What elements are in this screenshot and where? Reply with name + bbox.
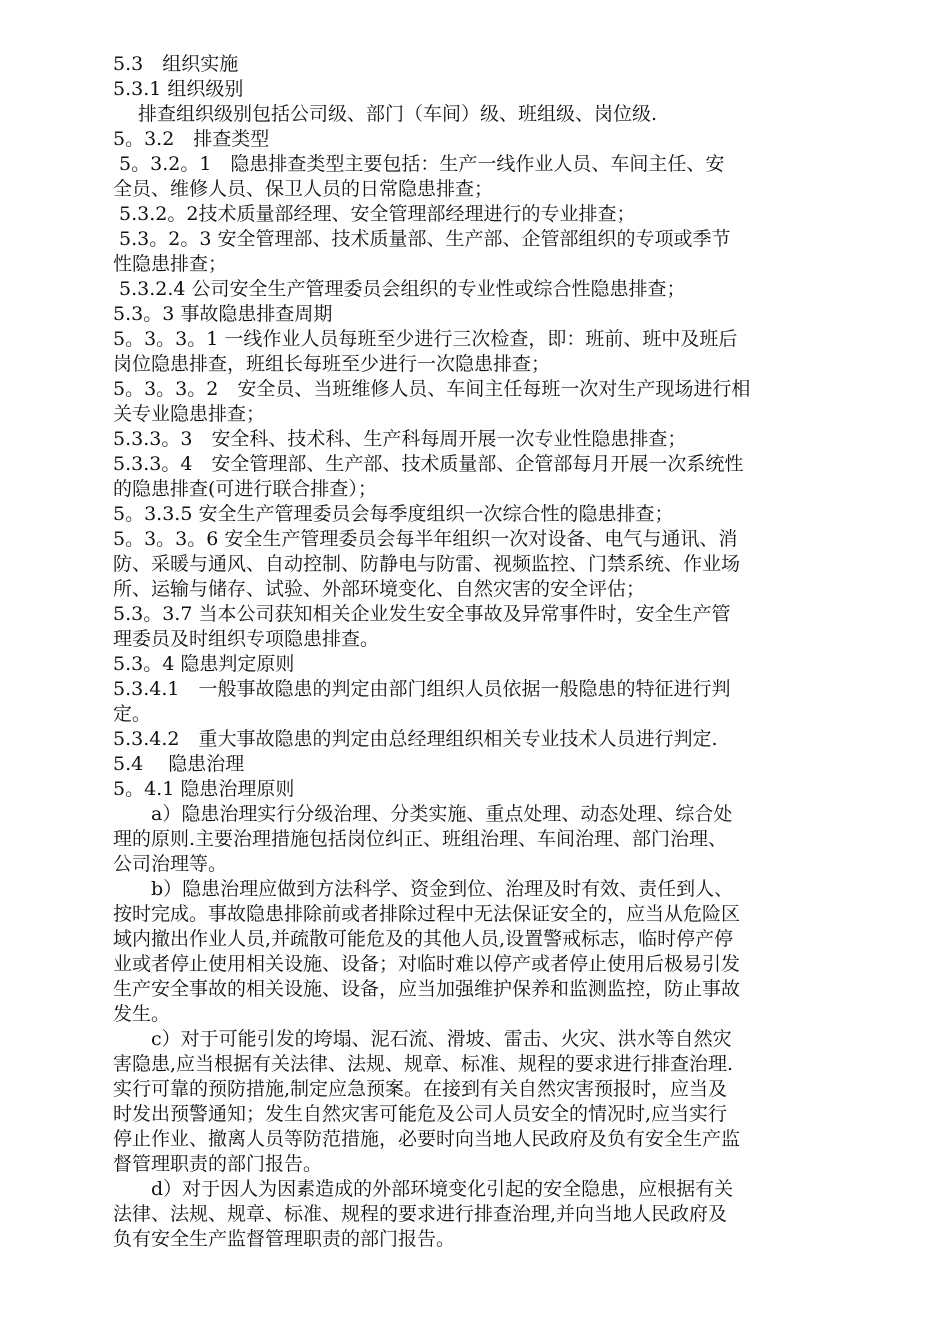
text-line: 5.3.4.2 重大事故隐患的判定由总经理组织相关专业技术人员进行判定. <box>113 728 718 750</box>
text-line: 5.3。2。3 安全管理部、技术质量部、生产部、企管部组织的专项或季节 <box>113 228 731 250</box>
text-line: 实行可靠的预防措施,制定应急预案。在接到有关自然灾害预报时，应当及 <box>113 1078 728 1100</box>
text-line: 岗位隐患排查，班组长每班至少进行一次隐患排查； <box>113 353 551 375</box>
text-line: 按时完成。事故隐患排除前或者排除过程中无法保证安全的，应当从危险区 <box>113 903 741 925</box>
text-line: 5.3。3.7 当本公司获知相关企业发生安全事故及异常事件时，安全生产管 <box>113 603 731 625</box>
text-line: 5.3.2。2技术质量部经理、安全管理部经理进行的专业排查； <box>113 203 636 225</box>
text-line: 理委员及时组织专项隐患排查。 <box>113 628 380 650</box>
text-line: 定。 <box>113 703 152 725</box>
text-line: 所、运输与储存、试验、外部环境变化、自然灾害的安全评估； <box>113 578 646 600</box>
text-line: 全员、维修人员、保卫人员的日常隐患排查； <box>113 178 494 200</box>
text-line: 时发出预警通知；发生自然灾害可能危及公司人员安全的情况时,应当实行 <box>113 1103 728 1125</box>
text-line: d）对于因人为因素造成的外部环境变化引起的安全隐患，应根据有关 <box>113 1178 734 1200</box>
text-line: 域内撤出作业人员,并疏散可能危及的其他人员,设置警戒标志，临时停产停 <box>113 928 734 950</box>
section-heading-5-3: 5.3 组织实施 <box>113 53 239 75</box>
text-line: 5。3。3。6 安全生产管理委员会每半年组织一次对设备、电气与通讯、消 <box>113 528 738 550</box>
text-line: 5.3.3。3 安全科、技术科、生产科每周开展一次专业性隐患排查； <box>113 428 687 450</box>
text-line: 生产安全事故的相关设施、设备，应当加强维护保养和监测监控，防止事故 <box>113 978 741 1000</box>
document-body <box>113 52 865 1252</box>
text-line: 停止作业、撤离人员等防范措施，必要时向当地人民政府及负有安全生产监 <box>113 1128 741 1150</box>
text-line: 5.3.4.1 一般事故隐患的判定由部门组织人员依据一般隐患的特征进行判 <box>113 678 731 700</box>
section-heading-5-4: 5.4 隐患治理 <box>113 753 245 775</box>
text-line: 排查组织级别包括公司级、部门（车间）级、班组级、岗位级. <box>113 103 658 125</box>
subsection-heading-5-3-3: 5.3。3 事故隐患排查周期 <box>113 303 333 325</box>
subsection-heading-5-3-1: 5.3.1 组织级别 <box>113 78 244 100</box>
text-line: 关专业隐患排查； <box>113 403 266 425</box>
text-line: 5。3.3.5 安全生产管理委员会每季度组织一次综合性的隐患排查； <box>113 503 674 525</box>
text-line: 5。3。3。1 一线作业人员每班至少进行三次检查，即：班前、班中及班后 <box>113 328 738 350</box>
subsection-heading-5-3-2: 5。3.2 排查类型 <box>113 128 270 150</box>
text-line: 5。3。3。2 安全员、当班维修人员、车间主任每班一次对生产现场进行相 <box>113 378 751 400</box>
text-line: 业或者停止使用相关设施、设备；对临时难以停产或者停止使用后极易引发 <box>113 953 741 975</box>
text-line: 理的原则.主要治理措施包括岗位纠正、班组治理、车间治理、部门治理、 <box>113 828 728 850</box>
text-line: 性隐患排查； <box>113 253 228 275</box>
text-line: a）隐患治理实行分级治理、分类实施、重点处理、动态处理、综合处 <box>113 803 733 825</box>
text-line: 5。3.2。1 隐患排查类型主要包括：生产一线作业人员、车间主任、安 <box>113 153 725 175</box>
text-line: 5.3.2.4 公司安全生产管理委员会组织的专业性或综合性隐患排查； <box>113 278 686 300</box>
text-line: 害隐患,应当根据有关法律、法规、规章、标准、规程的要求进行排查治理. <box>113 1053 734 1075</box>
text-line: 防、采暖与通风、自动控制、防静电与防雷、视频监控、门禁系统、作业场 <box>113 553 741 575</box>
text-line: 的隐患排查(可进行联合排查）； <box>113 478 377 500</box>
subsection-heading-5-4-1: 5。4.1 隐患治理原则 <box>113 778 295 800</box>
subsection-heading-5-3-4: 5.3。4 隐患判定原则 <box>113 653 295 675</box>
text-line: 督管理职责的部门报告。 <box>113 1153 323 1175</box>
text-line: 公司治理等。 <box>113 853 228 875</box>
text-line: 负有安全生产监督管理职责的部门报告。 <box>113 1228 456 1250</box>
text-line: 5.3.3。4 安全管理部、生产部、技术质量部、企管部每月开展一次系统性 <box>113 453 744 475</box>
text-line: 法律、法规、规章、标准、规程的要求进行排查治理,并向当地人民政府及 <box>113 1203 728 1225</box>
text-line: b）隐患治理应做到方法科学、资金到位、治理及时有效、责任到人、 <box>113 878 734 900</box>
text-line: 发生。 <box>113 1003 171 1025</box>
text-line: c）对于可能引发的垮塌、泥石流、滑坡、雷击、火灾、洪水等自然灾 <box>113 1028 732 1050</box>
